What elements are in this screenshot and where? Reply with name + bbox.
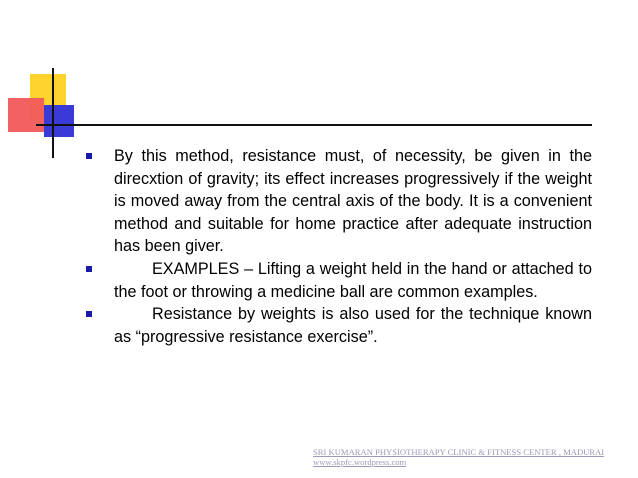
title-divider-line [36,124,592,126]
bullet-item [86,145,592,258]
logo-red-square [8,98,44,132]
square-bullet-icon [86,153,92,159]
decorative-logo [0,0,120,160]
bullet-item [86,303,592,348]
bullet-list [86,145,592,348]
square-bullet-icon [86,311,92,317]
bullet-item [86,258,592,303]
bullet-text: By this method, resistance must, of necessity, be given in the direcxtion of gravity; its effect increases progressively if the weight is moved away from the central axis of the body. It is a convenient method and suitable for home practice after adequate instruction has been giver. [114,147,592,256]
bullet-text: Resistance by weights is also used for the technique known as “progressive resistance exercise”. [114,305,592,346]
logo-blue-square [44,105,74,137]
logo-vertical-line [52,68,54,158]
square-bullet-icon [86,266,92,272]
footer [313,447,604,467]
footer-clinic-name[interactable]: SRI KUMARAN PHYSIOTHERAPY CLINIC & FITNESS CENTER , MADURAI [313,447,605,457]
footer-website-link[interactable]: www.skpfc.wordpress.com [313,457,407,467]
bullet-text: EXAMPLES – Lifting a weight held in the hand or attached to the foot or throwing a medicine ball are common examples. [114,259,592,301]
